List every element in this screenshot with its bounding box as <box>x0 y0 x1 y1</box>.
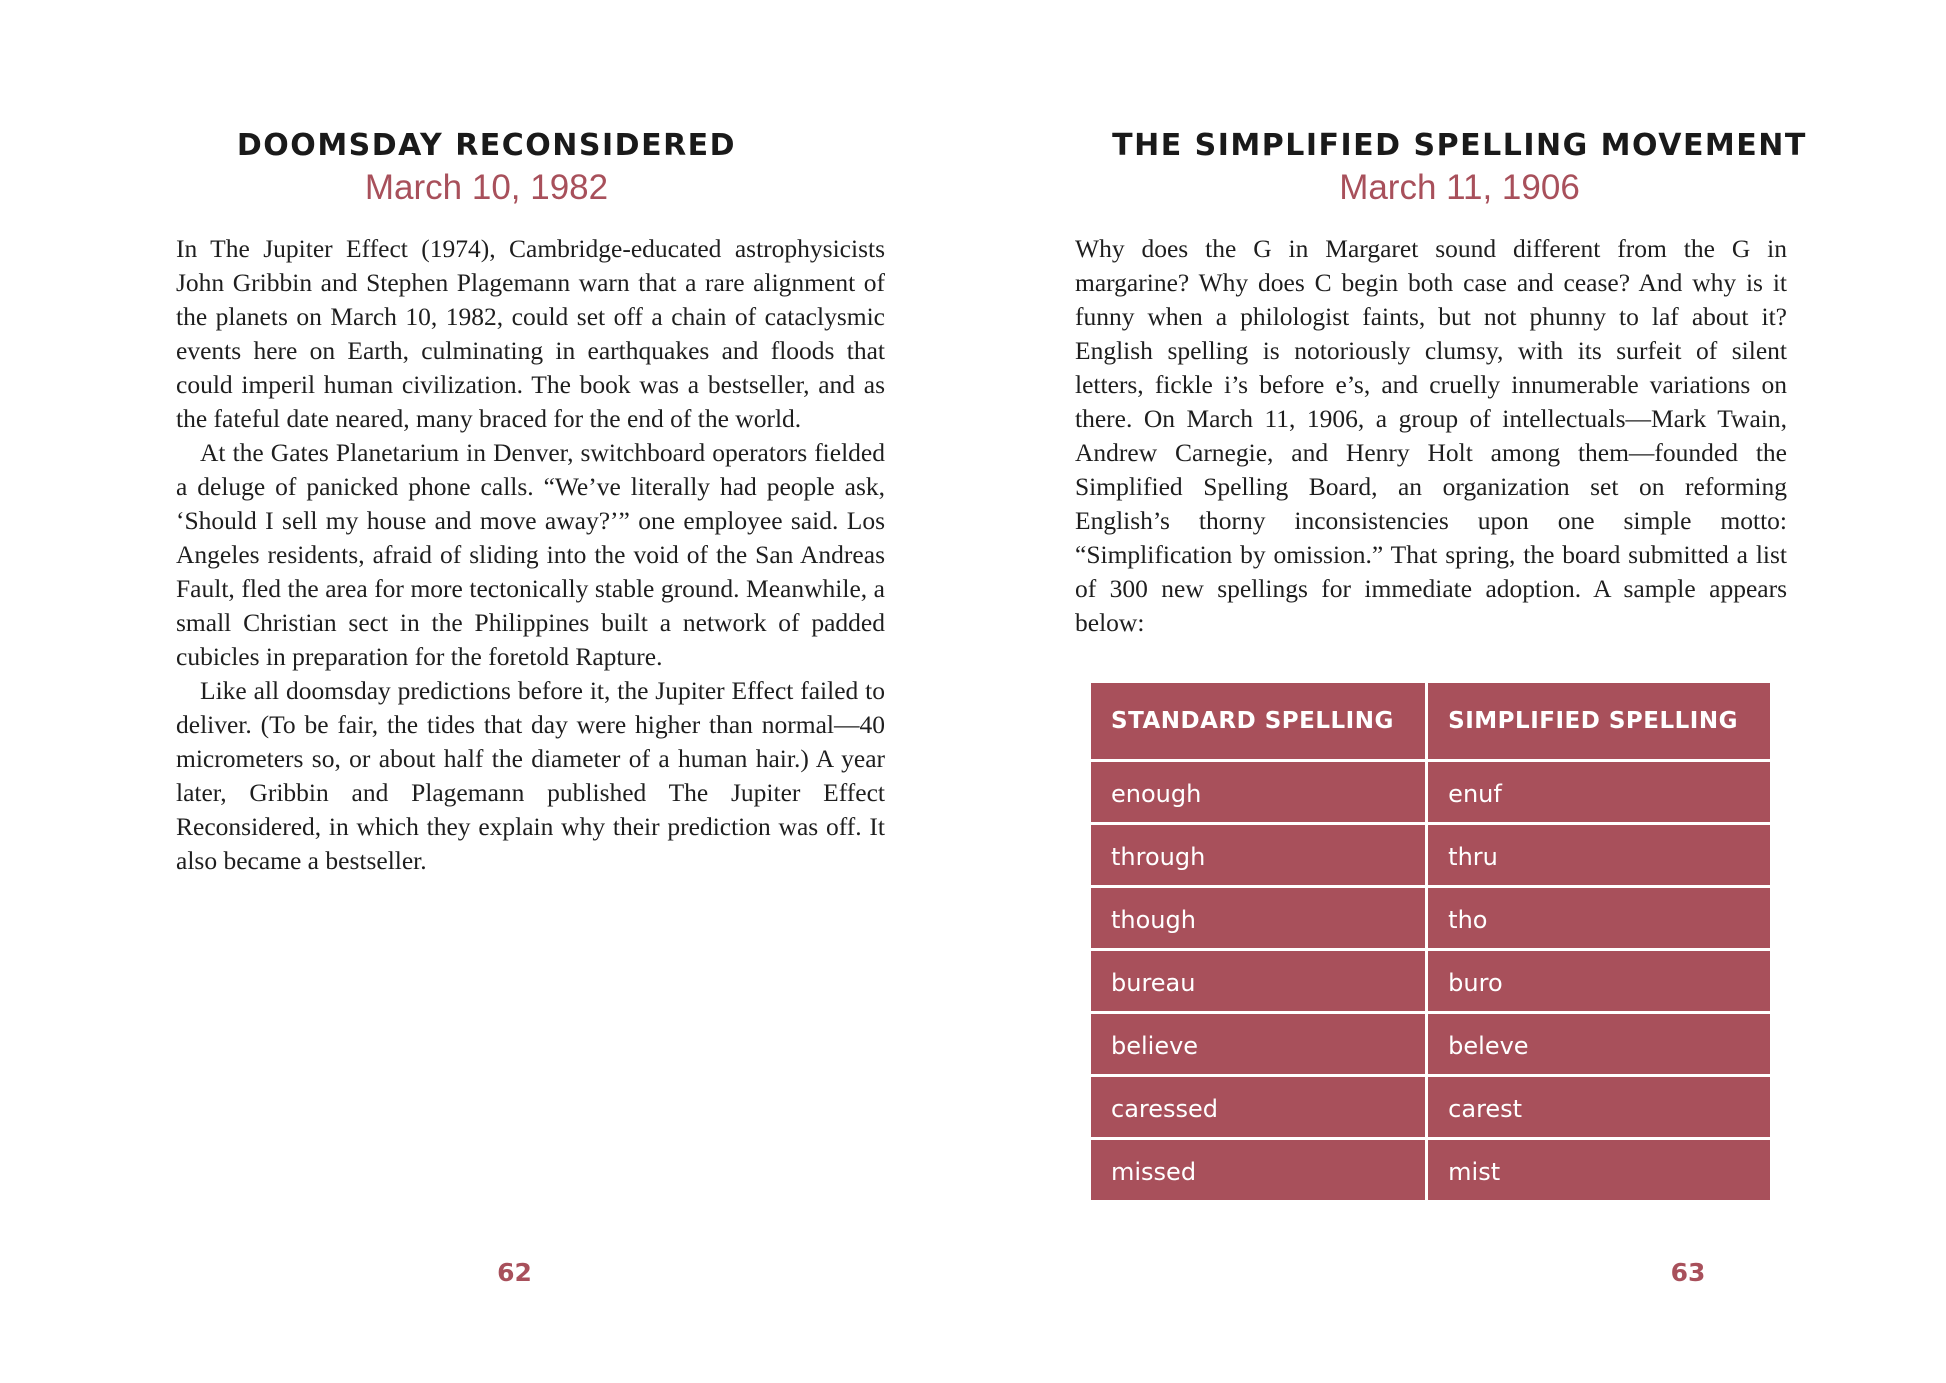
left-page-title: DOOMSDAY RECONSIDERED <box>236 128 737 163</box>
header-simplified: SIMPLIFIED SPELLING <box>1427 682 1772 761</box>
table-row <box>1090 950 1772 1013</box>
simplified-cell: enuf <box>1427 761 1772 824</box>
header-standard: STANDARD SPELLING <box>1090 682 1427 761</box>
simplified-cell: mist <box>1427 1139 1772 1202</box>
simplified-cell: tho <box>1427 887 1772 950</box>
paragraph-3: Like all doomsday predictions before it, the Jupiter Effect failed to deliver. (To be fair, the tides that day were higher than normal—40 micrometers so, or about half the diameter of a human hair.) A year later, Gribbin and Plagemann published The Jupiter Effect Reconsidered, in which they explain why their prediction was off. It also became a bestseller. <box>176 676 885 875</box>
table-header-row <box>1090 682 1772 761</box>
table-row <box>1090 1139 1772 1202</box>
standard-cell: believe <box>1090 1013 1427 1076</box>
table-row <box>1090 824 1772 887</box>
simplified-cell: thru <box>1427 824 1772 887</box>
right-page-title: THE SIMPLIFIED SPELLING MOVEMENT <box>1112 128 1807 163</box>
spelling-table <box>1088 680 1773 1203</box>
paragraph-intro: Why does the G in Margaret sound different from the G in margarine? Why does C begin both case and cease? And why is it funny when a philologist faints, but not phunny to laf about it? English spelling is notoriously clumsy, with its surfeit of silent letters, fickle i’s before e’s, and cruelly innumerable variations on there. On March 11, 1906, a group of intellectuals—Mark Twain, Andrew Carnegie, and Henry Holt among them—founded the Simplified Spelling Board, an organization set on reforming English’s thorny inconsistencies upon one simple motto: “Simplification by omission.” That spring, the board submitted a list of 300 new spellings for immediate adoption. A sample appears below: <box>1075 234 1787 637</box>
standard-cell: missed <box>1090 1139 1427 1202</box>
page-number-left: 62 <box>497 1258 532 1287</box>
table-row <box>1090 1076 1772 1139</box>
right-page <box>973 0 1946 1383</box>
right-page-body <box>1075 232 1787 640</box>
table-row <box>1090 761 1772 824</box>
table-row <box>1090 887 1772 950</box>
paragraph-1: In The Jupiter Effect (1974), Cambridge-educated astrophysicists John Gribbin and Stephen Plagemann warn that a rare alignment of the planets on March 10, 1982, could set off a chain of cataclysmic events here on Earth, culminating in earthquakes and floods that could imperil human civilization. The book was a bestseller, and as the fateful date neared, many braced for the end of the world. <box>176 234 885 433</box>
table-row <box>1090 1013 1772 1076</box>
right-page-date: March 11, 1906 <box>1339 168 1580 207</box>
left-page-body <box>176 232 885 878</box>
standard-cell: through <box>1090 824 1427 887</box>
standard-cell: caressed <box>1090 1076 1427 1139</box>
simplified-cell: buro <box>1427 950 1772 1013</box>
left-page-date: March 10, 1982 <box>364 168 609 207</box>
standard-cell: though <box>1090 887 1427 950</box>
simplified-cell: carest <box>1427 1076 1772 1139</box>
paragraph-2: At the Gates Planetarium in Denver, switchboard operators fielded a deluge of panicked phone calls. “We’ve literally had people ask, ‘Should I sell my house and move away?’” one employee said. Los Angeles residents, afraid of sliding into the void of the San Andreas Fault, fled the area for more tectonically stable ground. Meanwhile, a small Christian sect in the Philippines built a network of padded cubicles in preparation for the foretold Rapture. <box>176 438 885 671</box>
standard-cell: bureau <box>1090 950 1427 1013</box>
page-number-right: 63 <box>1670 1258 1706 1287</box>
standard-cell: enough <box>1090 761 1427 824</box>
simplified-cell: beleve <box>1427 1013 1772 1076</box>
